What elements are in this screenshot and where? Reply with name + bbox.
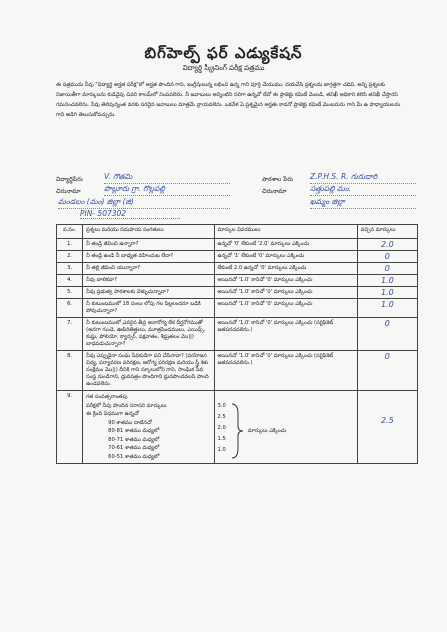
row9-head-line: ఈ క్రింది విధముగా ఉన్నచో <box>86 411 139 417</box>
row-marks-field[interactable] <box>357 299 417 318</box>
address-left-line2[interactable]: మండలం (మం) జిల్లా (జి) <box>58 197 230 209</box>
screening-table <box>56 224 418 464</box>
row-question: నీ తండ్రి ఉండి నీ బాధ్యత వహించుట లేదా? <box>83 251 214 263</box>
row9-head-line: పరీక్షలో నీవు పొందిన సరాసరి మార్కులు <box>86 402 167 409</box>
row9-band: 70-61 శాతము మధ్యలో <box>108 445 160 451</box>
row-number: 8. <box>57 351 83 391</box>
table-row <box>57 299 418 318</box>
form-title: బిగ్‌హెల్ప్ ఫర్ ఎడ్యుకేషన్ <box>144 44 303 62</box>
row9-band: 80-81 శాతము మధ్యలో <box>108 428 160 434</box>
row-number: 6. <box>57 299 83 318</box>
row-marks-rule: అయినచో '1.0' కానిచో '0' మార్కులు ఎక్కించు (సర్టిఫికెట్ జతపరచవలెను.) <box>214 351 357 391</box>
header-serial: వ.సం. <box>57 225 83 239</box>
row-marks-rule: ఉన్నచో '1' లేకుంటే '0' మార్కులు ఎక్కించు <box>214 251 357 263</box>
row-marks-rule: అయినచో '1.0' కానిచో '0' మార్కులు ఎక్కించు <box>214 287 357 299</box>
row-question: నీ తండ్రి జీవించి ఉన్నారా? <box>83 239 214 251</box>
row-marks-value: 0 <box>384 252 390 261</box>
row9-head-line: గత సంవత్సరాంతపు <box>86 394 128 400</box>
table-header-row <box>57 225 418 239</box>
table-row <box>57 251 418 263</box>
row-marks-field[interactable] <box>357 275 417 287</box>
row-marks-value: 0 <box>384 352 390 361</box>
table-row <box>57 263 418 275</box>
row-marks-rule: అయినచో '1.0' కానిచో '0' మార్కులు ఎక్కించు <box>214 275 357 287</box>
row-number: 9. <box>57 391 83 464</box>
row-marks-field[interactable] <box>357 239 417 251</box>
row9-scale-label: మార్కులు ఎక్కించు <box>247 427 287 434</box>
scale-value: 2.5 <box>217 414 226 420</box>
address-left-pin[interactable]: PIN- 507302 <box>80 209 180 219</box>
school-name-label: పాఠశాల పేరు <box>262 176 294 183</box>
row-marks-field[interactable] <box>357 391 417 464</box>
school-name-field[interactable]: Z.P.H.S. R. గురుదారి <box>310 172 416 184</box>
row-marks-field[interactable] <box>357 263 417 275</box>
row9-band: 90 శాతము దాటినచో <box>108 419 152 426</box>
row-question <box>83 391 214 464</box>
address-left-line1[interactable]: పొల్లూరు గ్రా. గొల్లపల్లి <box>104 184 230 196</box>
row-marks-value: 1.0 <box>380 288 394 297</box>
row-marks-rule: లేకుంటే 2.0 ఉన్నచో '0' మార్కులు ఎక్కించు <box>214 263 357 275</box>
row-marks-field[interactable] <box>357 287 417 299</box>
row-question: నీవు బాలికవా? <box>83 275 214 287</box>
row-marks-value: 1.0 <box>380 276 394 285</box>
row-number: 2. <box>57 251 83 263</box>
row-number: 7. <box>57 318 83 351</box>
row-marks-rule: ఉన్నచో '0' లేకుంటే '2.0' మార్కులు ఎక్కించు <box>214 239 357 251</box>
scale-value: 2.0 <box>217 425 226 431</box>
row-number: 3. <box>57 263 83 275</box>
row-marks-rule: అయినచో '1.0' కానిచో '0' మార్కులు ఎక్కించు <box>214 299 357 318</box>
row-marks-value: 2.5 <box>380 416 394 425</box>
table-row <box>57 239 418 251</box>
header-marks-obtained: వచ్చిన మార్కులు <box>357 225 417 239</box>
row-marks-rule: అయినచో '1.0' కానిచో '0' మార్కులు ఎక్కించు (సర్టిఫికెట్ జతపరచవలెను.) <box>214 318 357 351</box>
row-number: 1. <box>57 239 83 251</box>
row-question: నీవు ప్రభుత్వ పాఠశాలకు వెళ్ళుచున్నావా? <box>83 287 214 299</box>
scale-value: 1.0 <box>217 447 226 453</box>
row-marks-value: 0 <box>384 264 390 273</box>
address-label-right: చిరునామా <box>262 188 287 195</box>
form-subtitle: విద్యార్థి స్క్రీనింగ్ పరీక్ష పత్రము <box>182 64 265 72</box>
table-row <box>57 318 418 351</box>
row-question: నీ కుటుంబములో ఎవరైన తీవ్ర అనారోగ్య లేక దీర్ఘరోగముతో (అనగా గుండె, ఊపిరితిత్తులు, మూత్రపిండములు, ఎయిడ్స్, కుష్ఠు, పోలియో, క్యాన్సర్, పక్షవాతం, శీఘ్రతలం మొ||) బాధపడుచున్నారా? <box>83 318 214 351</box>
scale-value: 1.5 <box>217 436 226 442</box>
row-marks-value: 0 <box>384 319 390 328</box>
row-marks-field[interactable] <box>357 351 417 391</box>
table-row <box>57 287 418 299</box>
row-question: నీవు ఎప్పుడైనా సంఘ సేవకుడిగా పని చేసినావా? (వయోజన విద్య, పర్యావరణ పరిరక్షణ, ఆరోగ్య పరిరక్షణ మరియు స్త్రీ శిశు సంక్షేమం మొ||) దీనికి గాని స్కూలులోని గాని, సాంఘిక సేవ సంస్థ నుండిగాని, ధ్రువపత్రం పొందిగాని ధ్రువపొందవలసి పొంది ఉండవలెను. <box>83 351 214 391</box>
address-label-left: చిరునామా <box>56 188 81 195</box>
scale-value: 3.0 <box>217 403 226 409</box>
row9-scale <box>218 401 226 461</box>
table-row-9 <box>57 391 418 464</box>
row-question: నీ కుటుంబములో 18 సంలు లోపు గల పిల్లలందరూ బడికి పోవుచున్నారా? <box>83 299 214 318</box>
row-number: 4. <box>57 275 83 287</box>
address-right-line2[interactable]: ఖమ్మం జిల్లా <box>310 197 416 209</box>
row9-band: 60-51 శాతము మధ్యలో <box>108 453 160 460</box>
row-marks-value: 2.0 <box>380 240 394 249</box>
row-marks-field[interactable] <box>357 251 417 263</box>
intro-paragraph: ఈ పత్రమును నీవు "విద్యార్థి అర్హత పరీక్ష"లో అర్హత పొందిన గాని, ఇంగ్లీషులున్న లభించి ఉన్న గాని పూర్తి చేయుము. దయచేసి ప్రశ్నలను జాగ్రత్తగా చదివి, అన్ని ప్రశ్నలకు నిజాయితీగా మార్కులను కుడివైపు చివరి కాలమ్‌లో నింపవలెను. నీ జవాబులు అన్నింటిని సరిగా ఉన్నవో లేవో ఈ ప్రాజెక్టు కమిటీ వెంబడి, తనిఖీ అధికారి కలిసి తనిఖీ చేస్తారని గమనించవలెను. నీవు తెలిపున్నంత వరకు సరదైన జవాబులు మాత్రమే వ్రాయవలెను. ఒకవేళ ఏ ప్రశ్నమైన అర్హతు కాదనో ప్రాజెక్టు కమిటీ మెంబరును గాని మీ ఉ పాధ్యాయులను గాని అడిగి తెలుసుకోవచ్చును. <box>56 82 401 118</box>
brace-icon <box>230 402 244 460</box>
row-marks-value: 1.0 <box>380 300 394 309</box>
table-row <box>57 275 418 287</box>
row-marks-rule <box>214 391 357 464</box>
row-number: 5. <box>57 287 83 299</box>
student-name-label: విద్యార్థిపేరు <box>56 176 83 183</box>
student-name-field[interactable]: V. గౌతమి <box>104 172 230 184</box>
row-question: నీ తల్లి జీవించి యున్నారా? <box>83 263 214 275</box>
table-row <box>57 351 418 391</box>
header-marks-rule: మార్కుల వివరములు <box>214 225 357 239</box>
address-right-line1[interactable]: సత్తుపల్లి మం. <box>310 184 416 196</box>
header-question: ప్రశ్నలు మరియు సదుపాయ సంగతులు <box>83 225 214 239</box>
row-marks-field[interactable] <box>357 318 417 351</box>
row9-band: 80-71 శాతము మధ్యలో <box>108 436 160 443</box>
